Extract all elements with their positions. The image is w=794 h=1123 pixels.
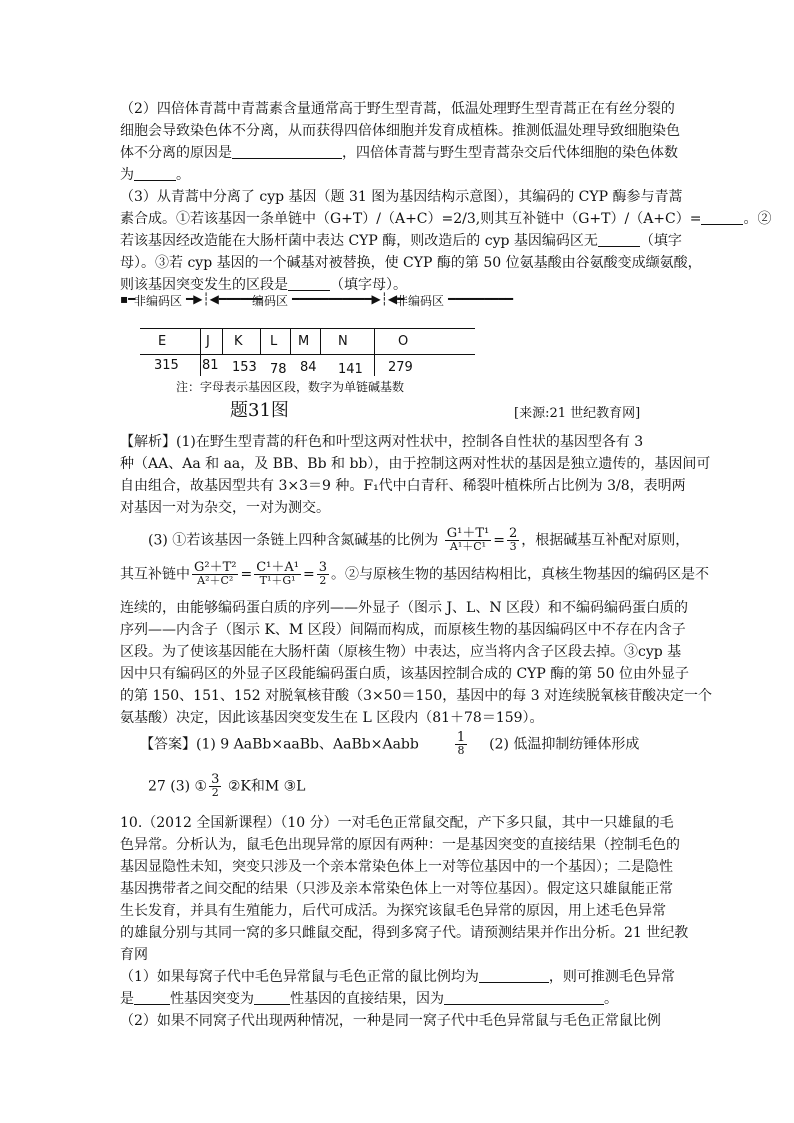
answer-text: 【答案】(1) 9 AaBb×aaBb、AaBb×Aabb (140, 736, 419, 753)
analysis-line-10: 因中只有编码区的外显子区段能编码蛋白质，该基因控制合成的 CYP 酶的第 50 位由外显子 (120, 666, 689, 682)
segment-divider (260, 328, 261, 354)
q3-text: 。② (743, 211, 772, 227)
q2-text: 体不分离的原因是 (120, 145, 232, 161)
table-top-border (140, 328, 475, 329)
fraction-denominator: 3 (509, 540, 517, 553)
answer-blank[interactable] (444, 990, 604, 1005)
segment-length: 153 (232, 360, 257, 375)
segment-length: 315 (154, 358, 179, 373)
segment-length: 81 (202, 358, 219, 373)
q10-line-6: 的雄鼠分别与其同一窝的多只雌鼠交配，得到多窝子代。请预测结果并作出分析。21 世纪教 (120, 925, 689, 941)
q10-sub1-line-1 (120, 968, 675, 986)
fraction-numerator: G²＋T² (194, 560, 237, 575)
q2-line-3 (120, 144, 678, 162)
segment-divider (374, 328, 375, 376)
arrow-right-icon: ━━━━━━━━━━━▶┆◀━ (292, 292, 405, 306)
fraction-numerator: 2 (508, 526, 518, 541)
fraction-denominator: 2 (319, 574, 327, 587)
segment-divider (290, 328, 291, 354)
q10-line-4: 基因携带者之间交配的结果（只涉及亲本常染色体上一对等位基因）。假定这只雄鼠能正常 (120, 881, 673, 897)
answer-blank[interactable] (701, 210, 743, 225)
q3-line-3 (120, 232, 682, 250)
segment-divider (222, 328, 223, 354)
q3-line-1: （3）从青蒿中分离了 cyp 基因（题 31 图为基因结构示意图），其编码的 CYP 酶参与青蒿 (120, 189, 683, 205)
analysis-line-8: 序列——内含子（图示 K、M 区段）间隔而构成，而原核生物的基因编码区中不存在内含子 (120, 622, 686, 638)
noncoding-right-label: 非编码区 (396, 294, 445, 308)
fraction (455, 732, 467, 757)
answer-blank[interactable] (134, 166, 176, 181)
arrow-start-icon: ▪━ (120, 292, 136, 306)
analysis-line-9: 区段。为了使该基因能在大肠杆菌（原核生物）中表达，应当将内含子区段去掉。③cyp 基 (120, 644, 682, 660)
q3-text: 若该基因经改造能在大肠杆菌中表达 CYP 酶，则改造后的 cyp 基因编码区无 (120, 233, 598, 249)
figure-source: [来源:21 世纪教育网] (514, 406, 641, 421)
fraction-numerator: 1 (456, 730, 466, 745)
fraction (507, 528, 519, 553)
fraction-denominator: 8 (457, 744, 465, 757)
coding-label: 编码区 (252, 294, 289, 308)
segment-length: 279 (388, 360, 413, 375)
fraction-denominator: A²＋C² (197, 574, 234, 587)
q10-text: ，则可推测毛色异常 (548, 969, 675, 985)
q10-text: 。 (604, 991, 618, 1007)
q3-text: 素合成。①若该基因一条单链中（G+T）/（A+C）=2/3,则其互补链中（G+T）/（A+C）= (120, 211, 702, 227)
fraction (209, 774, 221, 799)
q10-text: 性基因的直接结果，因为 (290, 991, 444, 1007)
q2-line-2: 细胞会导致染色体不分离，从而获得四倍体细胞并发育成植株。推测低温处理导致细胞染色 (120, 123, 680, 139)
answer-blank[interactable] (479, 968, 549, 983)
q10-text: 是 (120, 991, 134, 1007)
segment-label: J (206, 334, 210, 349)
segment-label: L (270, 334, 278, 349)
q2-text: 为 (120, 167, 134, 183)
q2-text: ，四倍体青蒿与野生型青蒿杂交后代体细胞的染色体数 (342, 145, 678, 161)
segment-length: 141 (338, 362, 363, 377)
fraction-denominator: T¹＋G¹ (259, 574, 296, 587)
q2-text: 。 (176, 167, 190, 183)
analysis-text: 其互补链中 (120, 566, 190, 583)
segment-label: E (158, 334, 167, 349)
analysis-text: (3) ①若该基因一条链上四种含氮碱基的比例为 (148, 532, 439, 549)
arrow-right-icon: ━▶┆◀━━━━━━ (186, 292, 263, 306)
q10-text: 性基因突变为 (170, 991, 254, 1007)
answer-line-2 (148, 774, 305, 799)
answer-blank[interactable] (134, 990, 170, 1005)
q10-line-1: 10.（2012 全国新课程）（10 分）一对毛色正常鼠交配，产下多只鼠，其中一只雄鼠的毛 (120, 815, 674, 831)
q10-sub2-line-1: （2）如果不同窝子代出现两种情况，一种是同一窝子代中毛色异常鼠与毛色正常鼠比例 (120, 1013, 661, 1029)
answer-text: ②K和M ③L (223, 778, 306, 795)
q10-line-3: 基因显隐性未知，突变只涉及一个亲本常染色体上一对等位基因中的一个基因）；二是隐性 (120, 859, 673, 875)
answer-blank[interactable] (254, 990, 290, 1005)
segment-label: N (338, 334, 348, 349)
answer-blank[interactable] (598, 232, 640, 247)
fraction (317, 562, 329, 587)
figure-note: 注：字母表示基因区段，数字为单链碱基数 (176, 380, 405, 394)
analysis-line-7: 连续的，由能够编码蛋白质的序列——外显子（图示 J、L、N 区段）和不编码编码蛋白质的 (120, 600, 689, 616)
answer-text: (2) 低温抑制纺锤体形成 (489, 736, 640, 753)
q3-text: （填字母）。 (330, 277, 407, 293)
arrow-end-icon: ━━━━━━━━━ (448, 292, 514, 306)
analysis-line-1: 【解析】(1)在野生型青蒿的秆色和叶型这两对性状中，控制各自性状的基因型各有 3 (120, 434, 644, 450)
q3-text: （填字 (639, 233, 682, 249)
noncoding-left-label: 非编码区 (134, 294, 183, 308)
fraction-numerator: C¹＋A¹ (256, 560, 299, 575)
fraction (445, 528, 491, 553)
segment-length: 84 (300, 360, 317, 375)
table-middle-border (140, 354, 475, 355)
segment-label: M (298, 334, 310, 349)
q2-line-4 (120, 166, 190, 184)
segment-label: O (398, 334, 409, 349)
answer-line-1 (140, 732, 639, 757)
answer-blank[interactable] (288, 276, 330, 291)
fraction (192, 562, 238, 587)
q2-line-1: （2）四倍体青蒿中青蒿素含量通常高于野生型青蒿，低温处理野生型青蒿正在有丝分裂的 (120, 101, 675, 117)
analysis-line-3: 自由组合，故基因型共有 3×3＝9 种。F₁代中白青秆、稀裂叶植株所占比例为 3/8，表明两 (120, 478, 686, 494)
fraction-numerator: 3 (318, 560, 327, 575)
segment-divider (320, 328, 321, 354)
analysis-line-2: 种（AA、Aa 和 aa，及 BB、Bb 和 bb），由于控制这两对性状的基因是独立遗传的，基因间可 (120, 456, 711, 472)
q10-sub1-line-2 (120, 990, 618, 1008)
analysis-text: ，根据碱基互补配对原则， (521, 532, 690, 549)
analysis-line-4: 对基因一对为杂交，一对为测交。 (120, 500, 330, 516)
segment-label: K (234, 334, 243, 349)
analysis-text: 。②与原核生物的基因结构相比，真核生物基因的编码区是不 (331, 566, 709, 583)
analysis-line-11: 的第 150、151、152 对脱氧核苷酸（3×50＝150，基因中的每 3 对连续脱氧核苷酸决定一个 (120, 688, 713, 704)
q3-line-2 (120, 210, 771, 228)
analysis-line-12: 氨基酸）决定，因此该基因突变发生在 L 区段内（81＋78＝159）。 (120, 710, 544, 726)
fraction-numerator: 3 (211, 772, 220, 787)
segment-length: 78 (270, 362, 287, 377)
figure-caption: 题31图 (230, 400, 289, 421)
q10-text: （1）如果每窝子代中毛色异常鼠与毛色正常的鼠比例均为 (120, 969, 479, 985)
q10-line-5: 生长发育，并具有生殖能力，后代可成活。为探究该鼠毛色异常的原因，用上述毛色异常 (120, 903, 666, 919)
q10-line-7: 育网 (120, 947, 148, 963)
answer-blank[interactable] (232, 144, 342, 159)
q10-line-2: 色异常。分析认为，鼠毛色出现异常的原因有两种：一是基因突变的直接结果（控制毛色的 (120, 837, 680, 853)
gene-structure-figure (120, 290, 680, 420)
q3-text: 则该基因突变发生的区段是 (120, 277, 288, 293)
analysis-line-6: 其互补链中 $\frac{\text{G²＋T²}}{\text{A²＋C²}}$ = $\frac{\text{C¹＋A¹}}{\text{T¹＋G¹}}$ = $\frac{3}{2}$ 。②与原核生物的基因结构相比，真核生物基因的编码区是不 (120, 560, 709, 587)
q3-line-4: 母）。③若 cyp 基因的一个碱基对被替换，使 CYP 酶的第 50 位氨基酸由谷氨酸变成缬氨酸， (120, 255, 702, 271)
answer-text: 27 (3) ① (148, 778, 208, 795)
fraction-denominator: 2 (211, 786, 219, 799)
fraction-numerator: G¹＋T¹ (446, 526, 490, 541)
fraction-denominator: A¹＋C¹ (449, 540, 487, 553)
analysis-line-5: (3) ①若该基因一条链上四种含氮碱基的比例为 $\frac{\text{G¹＋T¹}}{\text{A¹＋C¹}}$ = $\frac{2}{3}$ ，根据碱基互补配对原则， (148, 526, 690, 553)
segment-divider (200, 328, 201, 376)
fraction (254, 562, 301, 587)
